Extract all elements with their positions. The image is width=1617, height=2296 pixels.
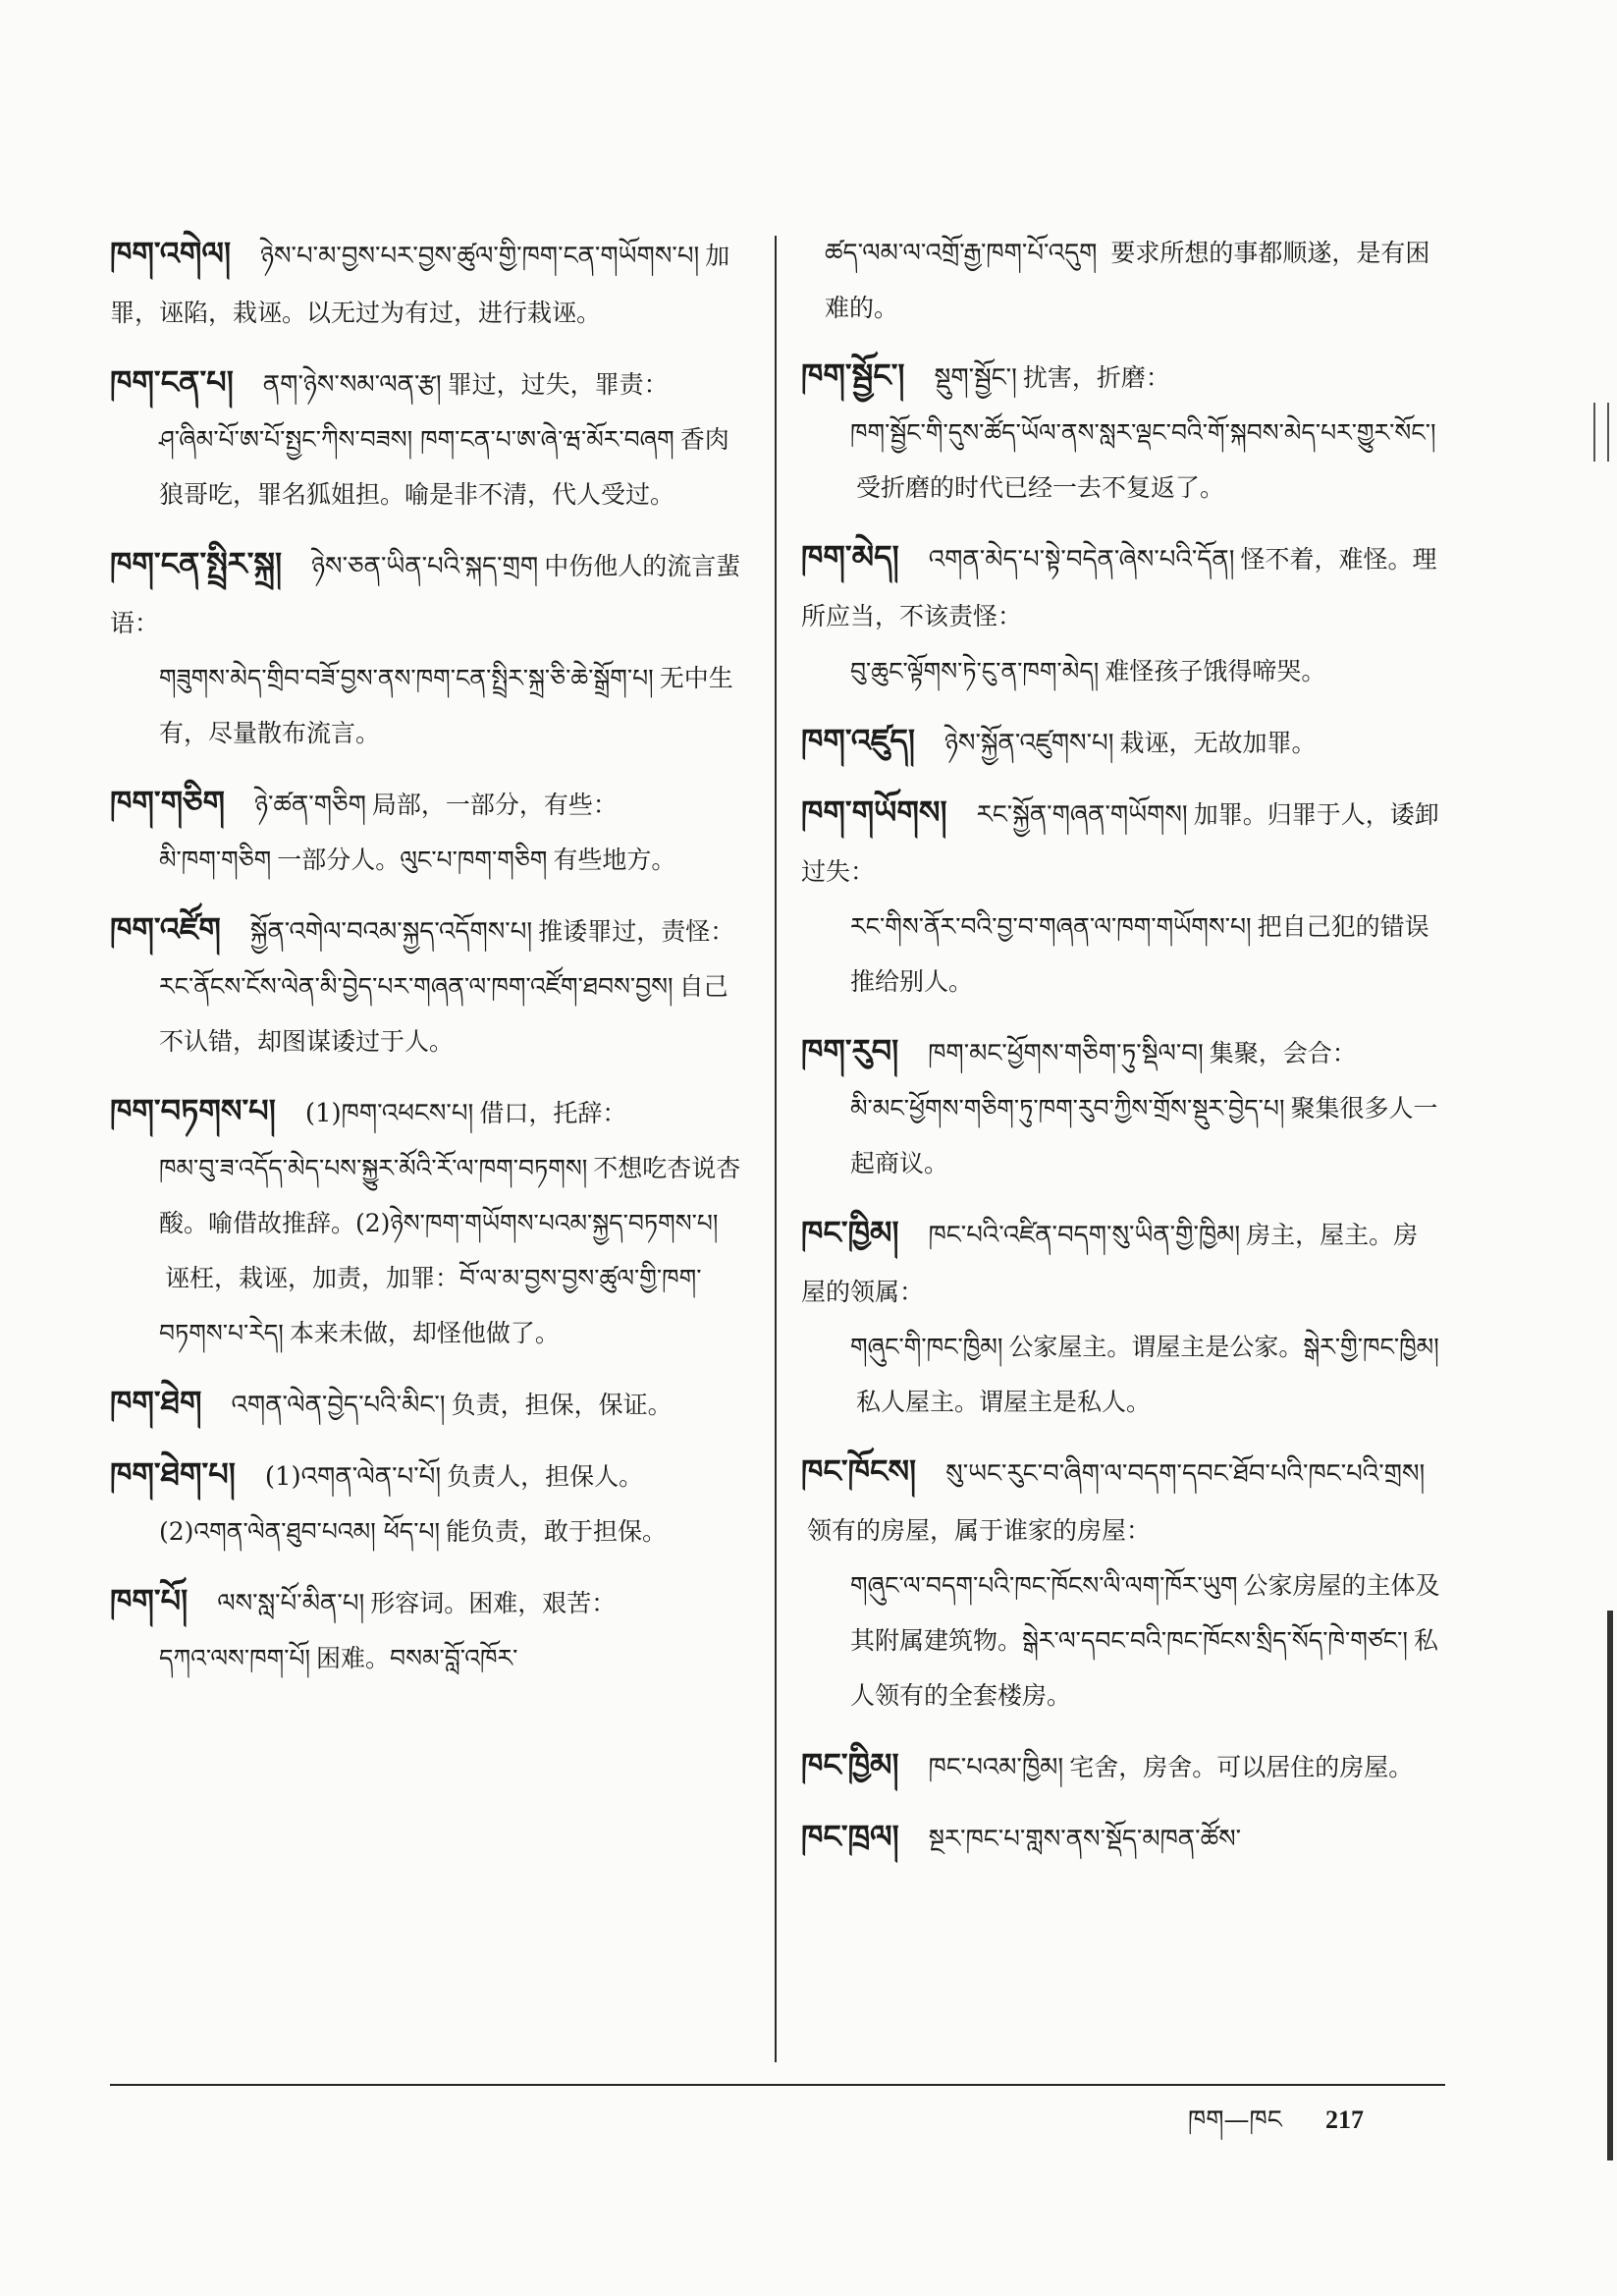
chinese-definition: 借口，托辞： (479, 1099, 627, 1127)
headword: ཁག་ངན་པ། (110, 363, 234, 401)
entry-headline (801, 1737, 1441, 1795)
chinese-definition: 房主，屋主。房屋的领属： (801, 1221, 1419, 1306)
entry-body (110, 959, 746, 1069)
entry-headline (110, 355, 746, 412)
dictionary-entry (110, 1447, 746, 1559)
tibetan-definition: ཉེས་སྐྱོན་འཛུགས་པ། (944, 729, 1114, 758)
column-divider (775, 236, 777, 2062)
entry-body (801, 406, 1441, 516)
dictionary-entry (801, 785, 1441, 1010)
chinese-translation: 私人屋主。谓屋主是私人。 (856, 1388, 1152, 1416)
chinese-definition: 加罪，诬陷，栽诬。以无过为有过，进行栽诬。 (110, 242, 730, 327)
chinese-definition: 栽诬，无故加罪。 (1119, 729, 1317, 757)
tibetan-example: གཞུང་གི་ཁང་ཁྱིམ། (850, 1333, 1003, 1361)
chinese-definition: 宅舍，房舍。可以居住的房屋。 (1069, 1753, 1414, 1781)
dictionary-entry (110, 902, 746, 1069)
entry-body (110, 1631, 746, 1686)
tibetan-example: གཟུགས་མེད་གྲིབ་བཟོ་བྱས་ནས་ཁག་ངན་སྤྲིར་སྐྲ་ཅི་ཆེ་སྒྲོག་པ། (159, 664, 654, 692)
tibetan-definition: ཉེས་པ་མ་བྱས་པར་བྱས་ཚུལ་གྱི་ཁག་ངན་གཡོགས་པ། (260, 242, 700, 271)
chinese-translation: 公家房屋的主体及其附属建筑物。 (850, 1571, 1440, 1655)
entry-headline (801, 713, 1441, 771)
tibetan-definition: (1)འགན་ལེན་པ་པོ། (264, 1462, 442, 1492)
entry-body (110, 833, 746, 888)
headword: ཁག་བཏགས་པ། (110, 1092, 276, 1129)
chinese-translation: 把自己犯的错误推给别人。 (850, 912, 1429, 996)
chinese-translation: 困难。 (316, 1644, 391, 1672)
headword: ཁག་ཐེག (110, 1384, 202, 1421)
entry-body (801, 900, 1441, 1010)
headword: ཁག་ངན་སྤྲིར་སྐྲ། (110, 545, 283, 582)
entry-body (801, 1558, 1441, 1723)
chinese-translation: 无中生有，尽量散布流言。 (159, 664, 733, 747)
tibetan-definition: སྐྱོན་འགེལ་བའམ་སྐྱད་འདོགས་པ། (249, 917, 533, 947)
chinese-translation: 难怪孩子饿得啼哭。 (1105, 657, 1326, 685)
dictionary-entry (110, 536, 746, 761)
headword: ཁག་གཅིག (110, 784, 226, 821)
tibetan-example: བོ་ལ་མ་བྱས་བྱས་ཚུལ་གྱི་ཁག་བཏགས་པ་རེད། (159, 1264, 702, 1347)
tibetan-definition: འགན་མེད་པ་སྟེ་བདེན་ཞེས་པའི་དོན། (928, 545, 1235, 574)
entry-body (110, 651, 746, 761)
entry-headline (801, 529, 1441, 644)
entry-headline (110, 1375, 746, 1433)
edge-tab-mark (1593, 403, 1609, 462)
chinese-translation: 受折磨的时代已经一去不复返了。 (856, 473, 1225, 502)
chinese-translation: 有些地方。 (553, 846, 676, 874)
entry-headline (110, 1083, 746, 1141)
entry-body (110, 412, 746, 522)
tibetan-definition: ནག་ཉེས་སམ་ལན་རྩ། (262, 370, 442, 400)
headword: ཁང་ཁྱིམ། (801, 1214, 899, 1251)
chinese-definition: 形容词。困难，艰苦： (370, 1589, 617, 1617)
tibetan-example: མི་ཁག་གཅིག (159, 846, 272, 874)
dictionary-entry (110, 775, 746, 888)
entry-headline (110, 902, 746, 959)
entry-headline (801, 1809, 1441, 1867)
chinese-definition: 集聚，会合： (1209, 1039, 1357, 1067)
chinese-definition: 怪不着，难怪。理所应当，不该责怪： (801, 545, 1437, 630)
tibetan-definition: སྡུག་སྦྱོང་། (934, 363, 1017, 393)
headword: ཁག་འཛོག (110, 910, 221, 948)
chinese-translation: 聚集很多人一起商议。 (850, 1094, 1438, 1177)
tibetan-example: སྒེར་གྱི་ཁང་ཁྱིམ། (1303, 1333, 1439, 1361)
headword: ཁག་པོ། (110, 1582, 189, 1619)
chinese-translation: 能负责，敢于担保。 (446, 1517, 668, 1546)
entry-headline (110, 226, 746, 341)
dictionary-entry (110, 226, 746, 341)
tibetan-definition: འགན་ལེན་བྱེད་པའི་མིང་། (231, 1391, 446, 1420)
tibetan-definition: ཁང་པའམ་ཁྱིམ། (928, 1753, 1064, 1782)
chinese-definition: 中伤他人的流言蜚语： (110, 552, 741, 637)
dictionary-entry (801, 1809, 1441, 1867)
dictionary-entry (801, 1205, 1441, 1430)
entry-body (801, 1081, 1441, 1191)
entry-headline (110, 536, 746, 651)
entry-headline (110, 775, 746, 833)
chinese-definition: 加罪。归罪于人，诿卸过失： (801, 800, 1439, 886)
chinese-translation: 本来未做，却怪他做了。 (289, 1319, 560, 1347)
chinese-definition: 扰害，折磨： (1022, 363, 1170, 392)
chinese-definition: 领有的房屋，属于谁家的房屋： (807, 1516, 1152, 1545)
continuation-tibetan: ཚད་ལམ་ལ་འགྲོ་རྒྱ་ཁག་པོ་འདུག (825, 239, 1098, 268)
headword: ཁག་མེད། (801, 538, 899, 575)
tibetan-example: བུ་ཆུང་ལྟོགས་ཏེ་ངུ་ན་ཁག་མེད། (850, 657, 1100, 685)
headword: ཁག་འཛུད། (801, 722, 916, 759)
chinese-translation: 私人领有的全套楼房。 (850, 1626, 1438, 1710)
headword: ཁག་འགེལ། (110, 235, 232, 272)
dictionary-entry (801, 1737, 1441, 1795)
chinese-translation: 自己不认错，却图谋诿过于人。 (159, 972, 728, 1056)
chinese-definition: 罪过，过失，罪责： (447, 370, 669, 399)
tibetan-example: (2)འགན་ལེན་ཐུབ་པའམ། ཕོད་པ། (159, 1517, 441, 1546)
binding-edge-bar (1607, 1611, 1613, 2160)
running-head-range: ཁག—ཁང (1188, 2105, 1282, 2135)
tibetan-example: དཀའ་ལས་ཁག་པོ། (159, 1644, 311, 1672)
tibetan-definition: སྔར་ཁང་པ་གླས་ནས་སྡོད་མཁན་ཚོས་ (928, 1825, 1242, 1854)
tibetan-example: ཁམ་བུ་ཟ་འདོད་མེད་པས་སྐྱུར་མོའི་རོ་ལ་ཁག་བཏགས། (159, 1154, 588, 1182)
entry-headline (110, 1573, 746, 1631)
continuation-text (801, 226, 1441, 336)
dictionary-entry (801, 348, 1441, 516)
tibetan-example: རང་གིས་ནོར་བའི་བྱ་བ་གཞན་ལ་ཁག་གཡོགས་པ། (850, 912, 1252, 941)
tibetan-definition: རང་སྐྱོན་གཞན་གཡོགས། (976, 800, 1188, 830)
entry-body (801, 1320, 1441, 1430)
headword: ཁག་རུབ། (801, 1032, 899, 1069)
dictionary-entry (110, 355, 746, 522)
chinese-translation: 一部分人。 (277, 846, 401, 874)
tibetan-example: ཁག་སྦྱོང་གི་དུས་ཚོད་ཡོལ་ནས་སླར་ལྡང་བའི་གོ་སྐབས་མེད་པར་གྱུར་སོང་། (850, 418, 1436, 447)
dictionary-entry (801, 1023, 1441, 1191)
dictionary-entry (801, 529, 1441, 699)
headword: ཁག་ཐེག་པ། (110, 1455, 236, 1493)
tibetan-example: སྒེར་ལ་དབང་བའི་ཁང་ཁོངས་སྲིད་སོད་ཁེ་གཙང་། (1022, 1626, 1408, 1655)
headword: ཁང་ཁྲལ། (801, 1818, 899, 1855)
tibetan-example: ཤ་ཞིམ་པོ་ཨ་པོ་སྤྱང་ཀིས་བཟས། ཁག་ངན་པ་ཨ་ཞེ་ཝ་མོར་བཞག (159, 425, 674, 454)
chinese-translation: 公家屋主。谓屋主是公家。 (1008, 1333, 1304, 1361)
tibetan-example: ལུང་པ་ཁག་གཅིག (400, 846, 548, 874)
chinese-translation: 不想吃杏说杏酸。喻借故推辞。 (159, 1154, 741, 1237)
entry-body (110, 1504, 746, 1559)
chinese-definition: 局部，一部分，有些： (371, 791, 618, 819)
chinese-translation: 香肉狼哥吃，罪名狐姐担。喻是非不清，代人受过。 (159, 425, 729, 509)
entry-body (110, 1141, 746, 1361)
dictionary-entry (801, 713, 1441, 771)
chinese-translation: 诬枉，栽诬，加责，加罪： (165, 1264, 460, 1292)
chinese-definition: 负责人，担保人。 (447, 1462, 644, 1491)
tibetan-example: བསམ་བློ་འཁོར་ (390, 1644, 518, 1672)
tibetan-definition: སུ་ཡང་རུང་བ་ཞིག་ལ་བདག་དབང་ཐོབ་པའི་ཁང་པའི་གྲས། (945, 1459, 1426, 1489)
headword: ཁང་ཁོངས། (801, 1452, 917, 1490)
tibetan-definition: ཁག་མང་ཕྱོགས་གཅིག་ཏུ་སྡིལ་བ། (928, 1039, 1204, 1068)
dictionary-entry (801, 1444, 1441, 1723)
tibetan-definition: ཉེས་ཅན་ཡིན་པའི་སྐད་གྲག (311, 552, 539, 581)
chinese-definition: 负责，担保，保证。 (451, 1391, 673, 1419)
entry-headline (801, 1023, 1441, 1081)
headword: ཁག་གཡོགས། (801, 793, 947, 831)
page-number: 217 (1324, 2105, 1364, 2134)
headword: ཁང་ཁྱིམ། (801, 1746, 899, 1783)
tibetan-example: མི་མང་ཕྱོགས་གཅིག་ཏུ་ཁག་རུབ་ཀྱིས་གྲོས་སྡུར་བྱེད་པ། (850, 1094, 1285, 1122)
tibetan-example: གཞུང་ལ་བདག་པའི་ཁང་ཁོངས་ལི་ལག་ཁོར་ཡུག (850, 1571, 1238, 1600)
entry-headline (801, 1205, 1441, 1320)
entry-body (801, 644, 1441, 699)
chinese-definition: 推诿罪过，责怪： (538, 917, 735, 946)
entry-headline (801, 1444, 1441, 1558)
dictionary-entry (110, 1083, 746, 1361)
page-footer (1188, 2092, 1364, 2163)
continuation-chinese: 要求所想的事都顺遂，是有困难的。 (825, 239, 1430, 322)
headword: ཁག་སྦྱོང་། (801, 356, 905, 394)
entry-headline (110, 1447, 746, 1504)
tibetan-example: (2)ཉེས་ཁག་གཡོགས་པའམ་སྐྱད་བཏགས་པ། (355, 1209, 719, 1237)
entry-headline (801, 785, 1441, 900)
entry-headline (801, 348, 1441, 406)
tibetan-definition: ལས་སླ་པོ་མིན་པ། (217, 1589, 365, 1618)
tibetan-definition: (1)ཁག་འཕངས་པ། (304, 1099, 474, 1128)
tibetan-definition: ཉེ་ཚན་གཅིག (254, 791, 366, 820)
tibetan-example: རང་ནོངས་ངོས་ལེན་མི་བྱེད་པར་གཞན་ལ་ཁག་འཛོག་ཐབས་བྱས། (159, 972, 674, 1001)
dictionary-entry (110, 1573, 746, 1686)
footer-rule (110, 2084, 1445, 2086)
left-column (110, 226, 746, 1700)
dictionary-entry (110, 1375, 746, 1433)
tibetan-definition: ཁང་པའི་འཛིན་བདག་སུ་ཡིན་གྱི་ཁྱིམ། (928, 1221, 1241, 1250)
right-column (801, 226, 1441, 1881)
